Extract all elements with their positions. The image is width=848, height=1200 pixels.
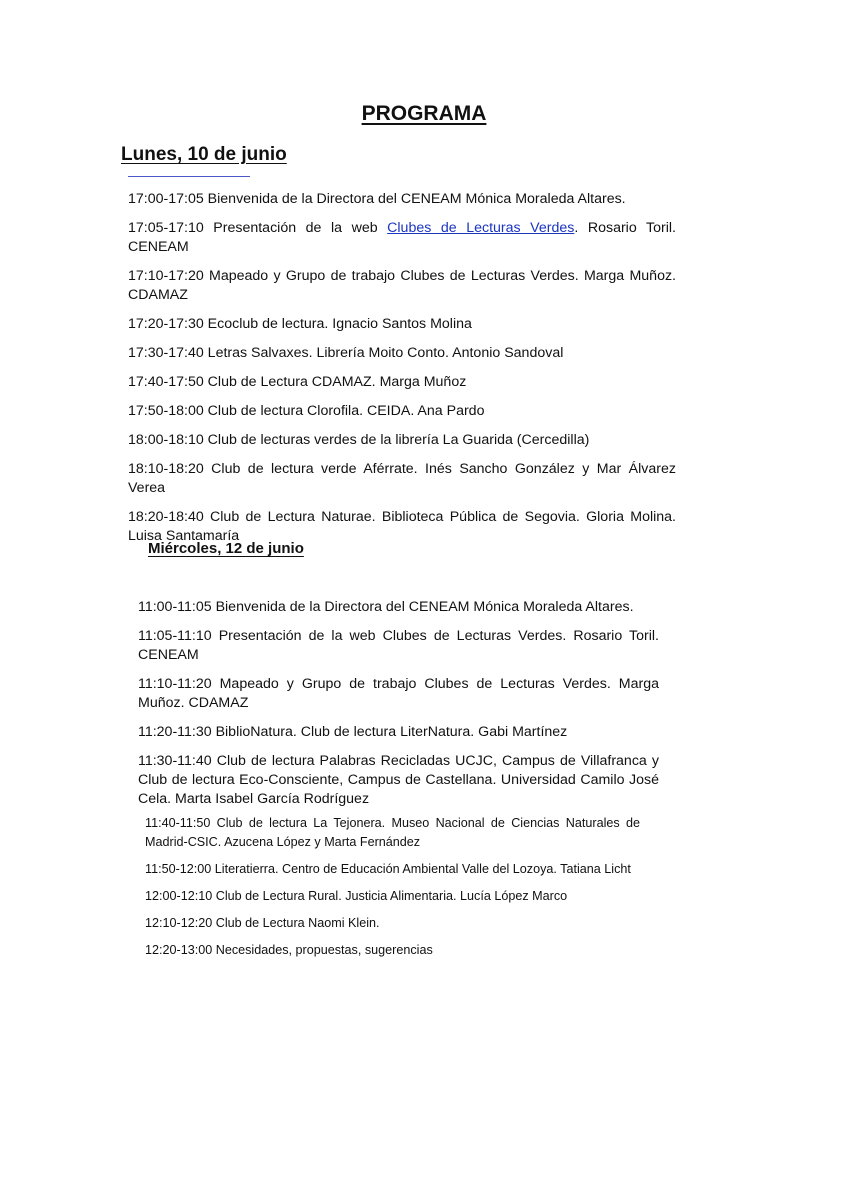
- list-item: 12:10-12:20 Club de Lectura Naomi Klein.: [145, 916, 380, 930]
- day2-program-list: [138, 598, 659, 819]
- list-item: 12:00-12:10 Club de Lectura Rural. Justicia Alimentaria. Lucía López Marco: [145, 889, 568, 903]
- day2-program-list-small: [145, 814, 640, 968]
- list-item-text: 17:05-17:10 Presentación de la web: [128, 220, 388, 236]
- day1-underline-rule: [128, 176, 250, 177]
- day1-program-list: [128, 190, 676, 556]
- list-item: 11:05-11:10 Presentación de la web Clubes de Lecturas Verdes. Rosario Toril. CENEAM: [138, 628, 659, 663]
- list-item: 18:20-18:40 Club de Lectura Naturae. Biblioteca Pública de Segovia. Gloria Molina. Luisa Santamaría: [128, 509, 676, 544]
- list-item: 12:20-13:00 Necesidades, propuestas, sugerencias: [145, 943, 433, 957]
- list-item-text: . Rosario Toril. CENEAM: [128, 220, 676, 255]
- list-item: 11:20-11:30 BiblioNatura. Club de lectura LiterNatura. Gabi Martínez: [138, 724, 568, 740]
- list-item: 11:10-11:20 Mapeado y Grupo de trabajo Clubes de Lecturas Verdes. Marga Muñoz. CDAMAZ: [138, 676, 659, 711]
- list-item: [128, 219, 676, 257]
- list-item: 18:10-18:20 Club de lectura verde Aférrate. Inés Sancho González y Mar Álvarez Verea: [128, 461, 676, 496]
- list-item: 11:30-11:40 Club de lectura Palabras Recicladas UCJC, Campus de Villafranca y Club de lectura Eco-Consciente, Campus de Castellana. Universidad Camilo José Cela. Marta Isabel García Rodríguez: [138, 753, 659, 807]
- day1-heading: Lunes, 10 de junio: [121, 144, 287, 165]
- list-item: 11:40-11:50 Club de lectura La Tejonera. Museo Nacional de Ciencias Naturales de Madrid-CSIC. Azucena López y Marta Fernández: [145, 816, 640, 849]
- day2-heading: Miércoles, 12 de junio: [148, 540, 304, 557]
- list-item: 17:30-17:40 Letras Salvaxes. Librería Moito Conto. Antonio Sandoval: [128, 345, 564, 361]
- list-item: 17:40-17:50 Club de Lectura CDAMAZ. Marga Muñoz: [128, 374, 467, 390]
- list-item: 17:00-17:05 Bienvenida de la Directora del CENEAM Mónica Moraleda Altares.: [128, 191, 626, 207]
- clubes-lecturas-verdes-link[interactable]: Clubes de Lecturas Verdes: [387, 220, 575, 236]
- page-title: PROGRAMA: [361, 102, 487, 125]
- list-item: 11:00-11:05 Bienvenida de la Directora del CENEAM Mónica Moraleda Altares.: [138, 599, 634, 615]
- list-item: 11:50-12:00 Literatierra. Centro de Educación Ambiental Valle del Lozoya. Tatiana Licht: [145, 862, 631, 876]
- list-item: 17:20-17:30 Ecoclub de lectura. Ignacio Santos Molina: [128, 316, 472, 332]
- list-item: 18:00-18:10 Club de lecturas verdes de la librería La Guarida (Cercedilla): [128, 432, 590, 448]
- list-item: 17:50-18:00 Club de lectura Clorofila. CEIDA. Ana Pardo: [128, 403, 485, 419]
- list-item: 17:10-17:20 Mapeado y Grupo de trabajo Clubes de Lecturas Verdes. Marga Muñoz. CDAMAZ: [128, 268, 676, 303]
